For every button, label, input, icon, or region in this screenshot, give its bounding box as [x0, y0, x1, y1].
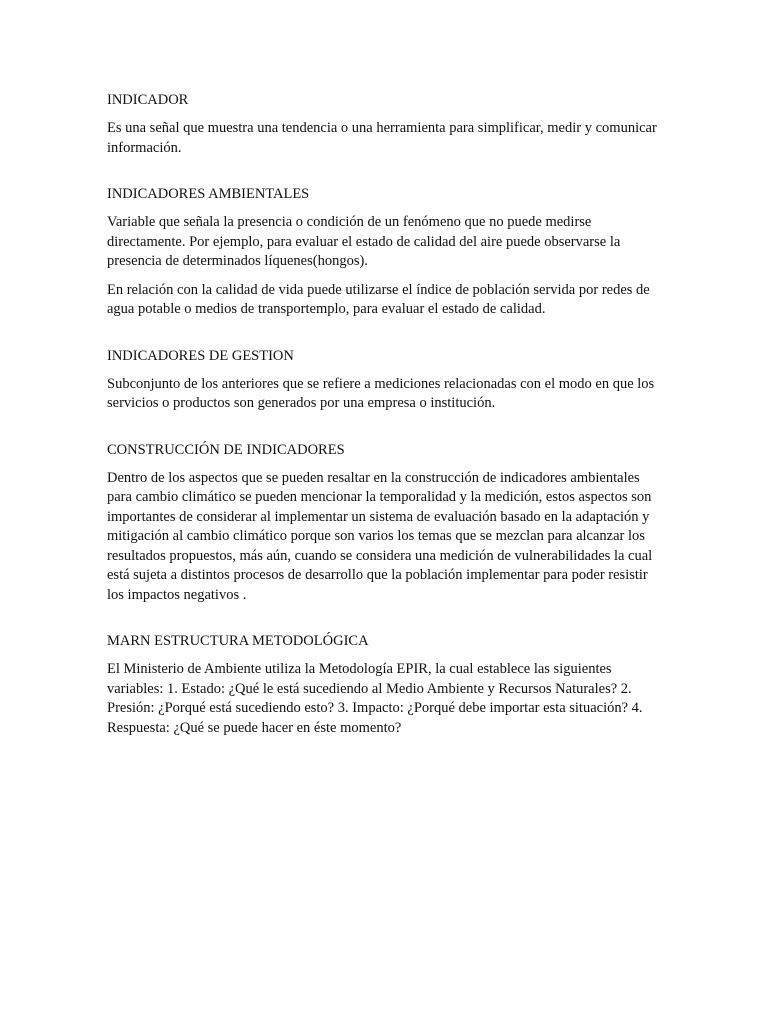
section-paragraph: Subconjunto de los anteriores que se refiere a mediciones relacionadas con el modo en que los servicios o productos son generados por una empresa o institución. — [107, 375, 655, 411]
section-construccion-de-indicadores — [107, 441, 667, 606]
section-paragraph: Dentro de los aspectos que se pueden resaltar en la construcción de indicadores ambientales para cambio climático se pueden mencionar la temporalidad y la medición, estos aspectos son importantes de considerar al implementar un sistema de evaluación basado en la adaptación y mitigación al cambio climático porque son varios los temas que se mezclan para alcanzar los resultados propuestos, más aún, cuando se considera una medición de vulnerabilidades la cual está sujeta a distintos procesos de desarrollo que la población implementar para poder resistir los impactos negativos . — [107, 469, 653, 603]
section-paragraph: Es una señal que muestra una tendencia o una herramienta para simplificar, medir y comunicar información. — [107, 120, 657, 156]
section-indicador — [107, 91, 667, 158]
section-indicadores-ambientales — [107, 185, 667, 320]
section-indicadores-de-gestion — [107, 347, 667, 414]
section-heading: INDICADORES DE GESTION — [107, 347, 294, 364]
section-marn-estructura-metodologica — [107, 632, 667, 738]
section-heading: INDICADOR — [107, 92, 189, 108]
section-heading: MARN ESTRUCTURA METODOLÓGICA — [107, 633, 369, 649]
section-paragraph: En relación con la calidad de vida puede utilizarse el índice de población servida por redes de agua potable o medios de transportemplo, para evaluar el estado de calidad. — [107, 281, 650, 317]
section-heading: CONSTRUCCIÓN DE INDICADORES — [107, 441, 345, 458]
section-paragraph: Variable que señala la presencia o condición de un fenómeno que no puede medirse directamente. Por ejemplo, para evaluar el estado de calidad del aire puede observarse la presencia de determinados líquenes(hongos). — [107, 214, 621, 269]
section-paragraph: El Ministerio de Ambiente utiliza la Metodología EPIR, la cual establece las siguientes variables: 1. Estado: ¿Qué le está sucediendo al Medio Ambiente y Recursos Naturales? 2. Presión: ¿Porqué está sucediendo esto? 3. Impacto: ¿Porqué debe importar esta situación? 4. Respuesta: ¿Qué se puede hacer en éste momento? — [107, 661, 643, 736]
document-page — [107, 91, 667, 765]
section-heading: INDICADORES AMBIENTALES — [107, 186, 310, 202]
